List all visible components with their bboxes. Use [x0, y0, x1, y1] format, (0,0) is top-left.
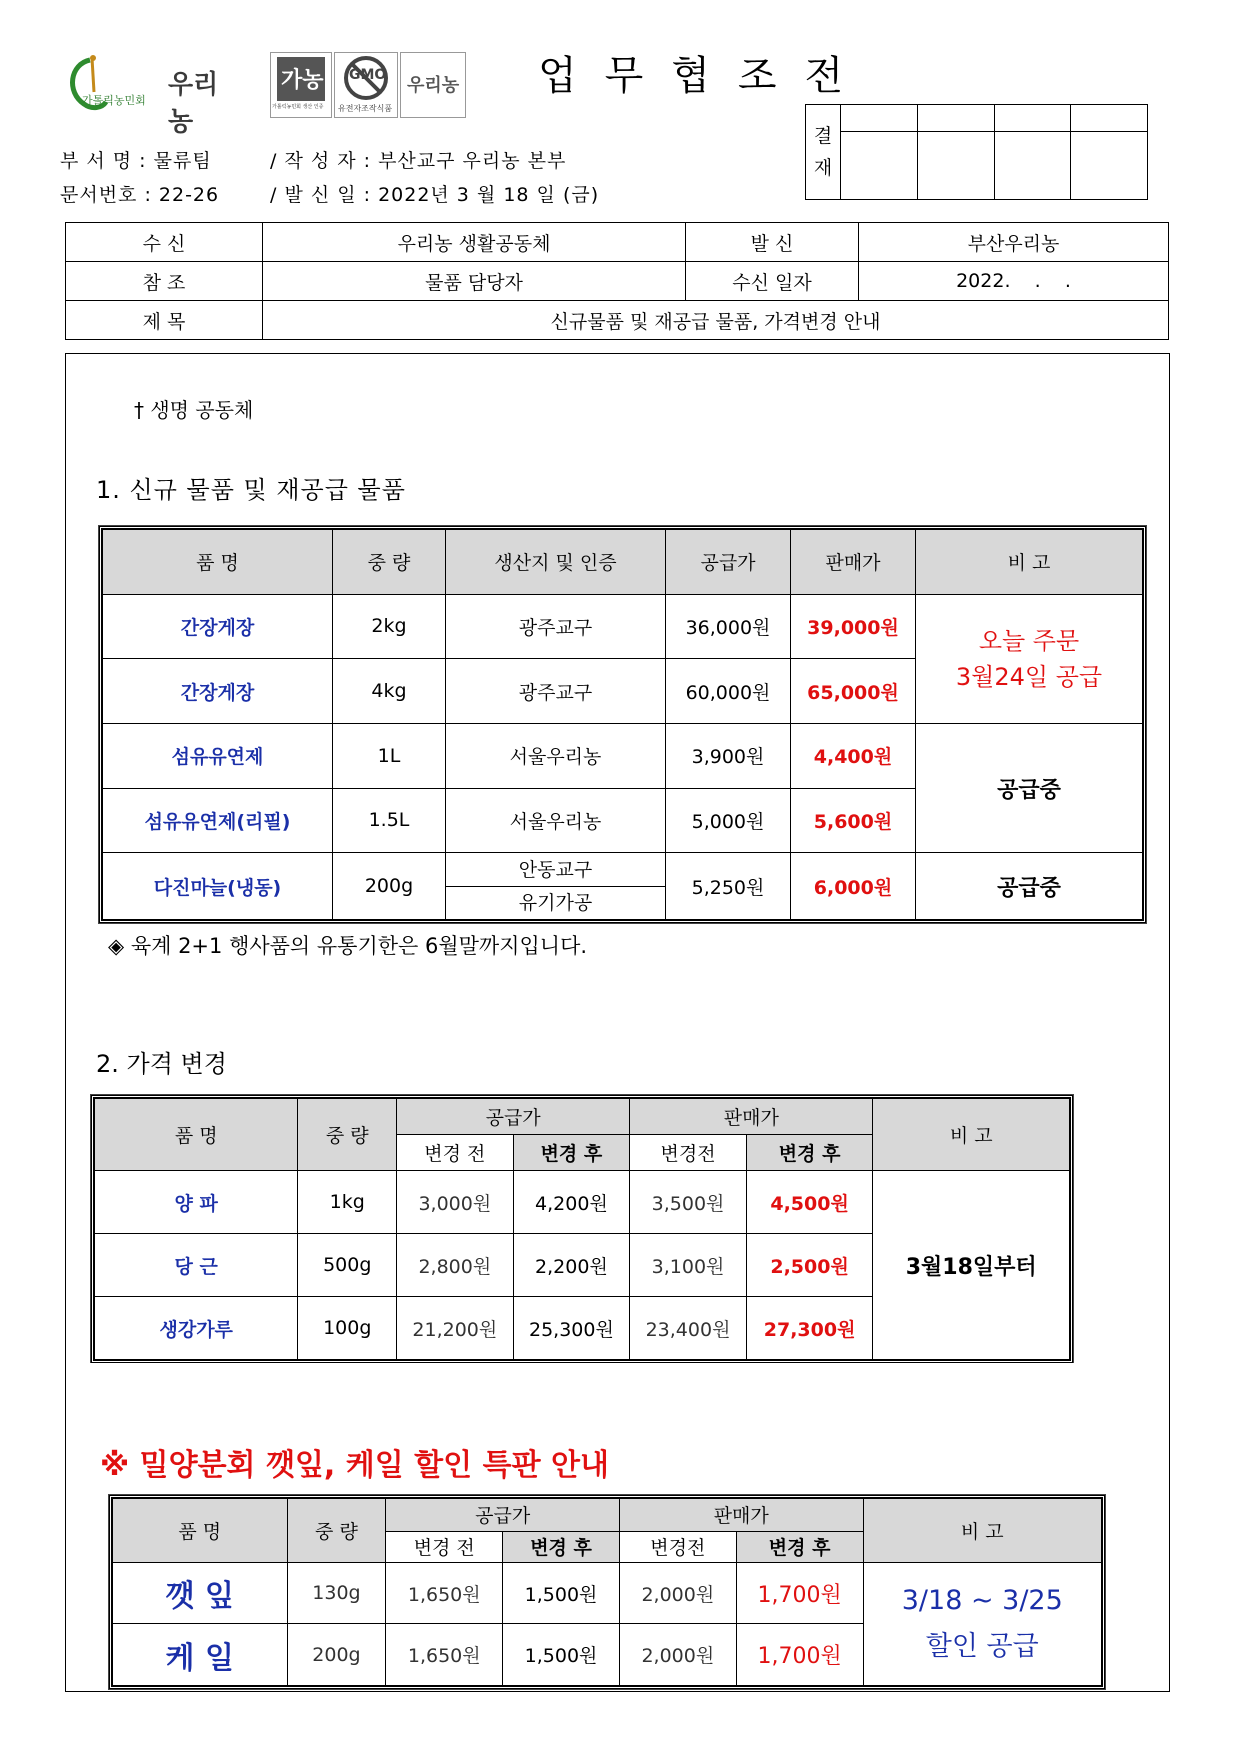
col-name: 품 명 — [103, 530, 333, 595]
col-sale-after: 변경 후 — [746, 1135, 873, 1171]
item-name: 생강가루 — [95, 1297, 298, 1360]
item-supply: 5,000원 — [666, 788, 791, 853]
approval-label-1: 결 — [813, 125, 833, 147]
item-weight: 1.5L — [333, 788, 446, 853]
col-supply-before: 변경 전 — [386, 1531, 503, 1562]
note1-line2: 3월24일 공급 — [955, 662, 1103, 691]
logo-ganong — [270, 52, 332, 118]
approval-label — [806, 105, 841, 200]
col-sale-before: 변경전 — [619, 1531, 736, 1562]
item-weight: 1L — [333, 723, 446, 788]
logo-farmers-association — [62, 52, 154, 114]
item-sale: 5,600원 — [791, 788, 916, 853]
ref-label: 참 조 — [66, 262, 263, 301]
date-label: / 발 신 일 : 2022년 3 월 18 일 (금) — [270, 184, 600, 206]
col-name: 품 명 — [95, 1099, 298, 1171]
col-supply-after: 변경 후 — [513, 1135, 630, 1171]
col-weight: 중 량 — [333, 530, 446, 595]
sender-label: 발 신 — [686, 223, 859, 262]
col-supply: 공급가 — [386, 1499, 620, 1532]
item-sale-before: 3,100원 — [630, 1234, 747, 1297]
logo2-text: 우리농 — [168, 70, 219, 137]
col-note: 비 고 — [873, 1099, 1070, 1171]
item-sale-before: 2,000원 — [619, 1562, 736, 1624]
item-supply-before: 3,000원 — [397, 1171, 514, 1234]
approval-cell-top — [917, 105, 994, 132]
item-note: 공급중 — [916, 723, 1143, 852]
note-line2: 할인 공급 — [925, 1630, 1039, 1662]
col-sale: 판매가 — [630, 1099, 873, 1135]
date-line — [270, 180, 599, 207]
docno-label: 문서번호 : 22-26 — [60, 184, 220, 206]
col-sale: 판매가 — [791, 530, 916, 595]
logo4-text: GMO — [349, 67, 387, 83]
col-note: 비 고 — [916, 530, 1143, 595]
item-origin-line1: 안동교구 — [446, 854, 665, 887]
approval-cell-top — [994, 105, 1071, 132]
item-sale: 65,000원 — [791, 659, 916, 724]
item-name: 섬유유연제(리필) — [103, 788, 333, 853]
col-sale: 판매가 — [619, 1499, 863, 1532]
col-name: 품 명 — [113, 1499, 288, 1563]
page-title: 업무협조전 — [538, 53, 872, 99]
logo5-text: 우리농 — [407, 75, 460, 96]
table-row — [103, 853, 1143, 920]
logo-urinong-small — [400, 52, 466, 118]
col-sale-before: 변경전 — [630, 1135, 747, 1171]
item-supply: 5,250원 — [666, 853, 791, 920]
item-supply-after: 25,300원 — [513, 1297, 630, 1360]
item-weight: 200g — [287, 1624, 386, 1686]
author-line — [270, 146, 566, 173]
sender-value: 부산우리농 — [859, 223, 1169, 262]
item-origin: 서울우리농 — [446, 788, 666, 853]
approval-cell — [917, 132, 994, 200]
col-supply-after: 변경 후 — [503, 1531, 620, 1562]
item-sale-after: 1,700원 — [736, 1562, 863, 1624]
docno-line — [60, 180, 219, 207]
item-sale: 4,400원 — [791, 723, 916, 788]
section1-table — [102, 529, 1143, 920]
item-supply: 36,000원 — [666, 594, 791, 659]
recv-date-value: 2022. . . — [859, 262, 1169, 301]
col-supply-before: 변경 전 — [397, 1135, 514, 1171]
subject-label: 제 목 — [66, 301, 263, 340]
header-table — [65, 222, 1169, 340]
section1-footnote: ◈ 육계 2+1 행사품의 유통기한은 6월말까지입니다. — [108, 934, 588, 958]
item-weight: 200g — [333, 853, 446, 920]
section3-title: ※ 밀양분회 깻잎, 케일 할인 특판 안내 — [100, 1448, 609, 1483]
item-origin-line2: 유기가공 — [518, 891, 593, 914]
logo1-text: 가톨릭농민회 — [82, 94, 146, 107]
col-supply: 공급가 — [666, 530, 791, 595]
item-weight: 130g — [287, 1562, 386, 1624]
item-supply-before: 21,200원 — [397, 1297, 514, 1360]
approval-cell — [841, 132, 918, 200]
table-row — [103, 594, 1143, 659]
item-note: 3월18일부터 — [873, 1171, 1070, 1360]
section3-table-frame — [108, 1494, 1106, 1690]
section3-table — [112, 1498, 1102, 1686]
col-origin: 생산지 및 인증 — [446, 530, 666, 595]
item-origin: 광주교구 — [446, 659, 666, 724]
col-supply: 공급가 — [397, 1099, 630, 1135]
logo4-sub: 유전자조작식품 — [338, 104, 393, 113]
note1-line1: 오늘 주문 — [978, 626, 1080, 655]
item-weight: 100g — [298, 1297, 397, 1360]
logo3-sub: 가톨릭농민회 생산 인증 — [272, 104, 324, 110]
item-supply: 60,000원 — [666, 659, 791, 724]
item-sale-before: 2,000원 — [619, 1624, 736, 1686]
section1-table-frame — [98, 525, 1147, 924]
item-origin: 광주교구 — [446, 594, 666, 659]
item-sale-before: 23,400원 — [630, 1297, 747, 1360]
col-sale-after: 변경 후 — [736, 1531, 863, 1562]
author-label: / 작 성 자 : 부산교구 우리농 본부 — [270, 150, 567, 172]
logo-urinong — [166, 52, 238, 137]
item-supply: 3,900원 — [666, 723, 791, 788]
recipient-label: 수 신 — [66, 223, 263, 262]
recv-date-label: 수신 일자 — [686, 262, 859, 301]
item-supply-before: 1,650원 — [386, 1562, 503, 1624]
item-name: 양 파 — [95, 1171, 298, 1234]
ref-value: 물품 담당자 — [263, 262, 686, 301]
note-line1: 3/18 ~ 3/25 — [901, 1584, 1063, 1616]
item-name: 깻 잎 — [113, 1562, 288, 1624]
item-supply-before: 2,800원 — [397, 1234, 514, 1297]
table-row — [103, 723, 1143, 788]
approval-cell — [994, 132, 1071, 200]
item-supply-before: 1,650원 — [386, 1624, 503, 1686]
item-supply-after: 1,500원 — [503, 1624, 620, 1686]
section2-table — [94, 1098, 1070, 1360]
item-weight: 500g — [298, 1234, 397, 1297]
logo-no-gmo — [334, 52, 398, 118]
approval-label-2: 재 — [813, 157, 833, 179]
table-row — [113, 1562, 1102, 1624]
approval-box — [805, 104, 1148, 200]
item-supply-after: 2,200원 — [513, 1234, 630, 1297]
item-weight: 1kg — [298, 1171, 397, 1234]
item-name: 케 일 — [113, 1624, 288, 1686]
item-supply-after: 1,500원 — [503, 1562, 620, 1624]
item-note: 공급중 — [916, 853, 1143, 920]
dept-label: 부 서 명 : 물류팀 — [60, 150, 212, 172]
approval-cell — [1071, 132, 1148, 200]
item-sale-before: 3,500원 — [630, 1171, 747, 1234]
item-sale-after: 4,500원 — [746, 1171, 873, 1234]
section2-title: 2. 가격 변경 — [96, 1050, 227, 1078]
item-supply-after: 4,200원 — [513, 1171, 630, 1234]
logo3-text: 가농 — [281, 68, 324, 93]
section2-table-frame — [90, 1094, 1074, 1363]
section1-title: 1. 신규 물품 및 재공급 물품 — [96, 476, 406, 504]
item-origin — [446, 853, 666, 920]
approval-cell-top — [841, 105, 918, 132]
item-name: 섬유유연제 — [103, 723, 333, 788]
item-sale-after: 1,700원 — [736, 1624, 863, 1686]
col-weight: 중 량 — [287, 1499, 386, 1563]
col-weight: 중 량 — [298, 1099, 397, 1171]
approval-cell-top — [1071, 105, 1148, 132]
item-sale-after: 2,500원 — [746, 1234, 873, 1297]
item-name: 다진마늘(냉동) — [103, 853, 333, 920]
item-note — [863, 1562, 1101, 1685]
recipient-value: 우리농 생활공동체 — [263, 223, 686, 262]
item-origin: 서울우리농 — [446, 723, 666, 788]
item-note — [916, 594, 1143, 723]
item-sale: 6,000원 — [791, 853, 916, 920]
item-name: 간장게장 — [103, 594, 333, 659]
item-name: 간장게장 — [103, 659, 333, 724]
col-note: 비 고 — [863, 1499, 1101, 1563]
item-weight: 4kg — [333, 659, 446, 724]
table-row — [95, 1171, 1070, 1234]
dept-line — [60, 146, 212, 173]
item-name: 당 근 — [95, 1234, 298, 1297]
greeting: † 생명 공동체 — [134, 398, 254, 422]
item-weight: 2kg — [333, 594, 446, 659]
item-sale: 39,000원 — [791, 594, 916, 659]
subject-value: 신규물품 및 재공급 물품, 가격변경 안내 — [263, 301, 1169, 340]
item-sale-after: 27,300원 — [746, 1297, 873, 1360]
